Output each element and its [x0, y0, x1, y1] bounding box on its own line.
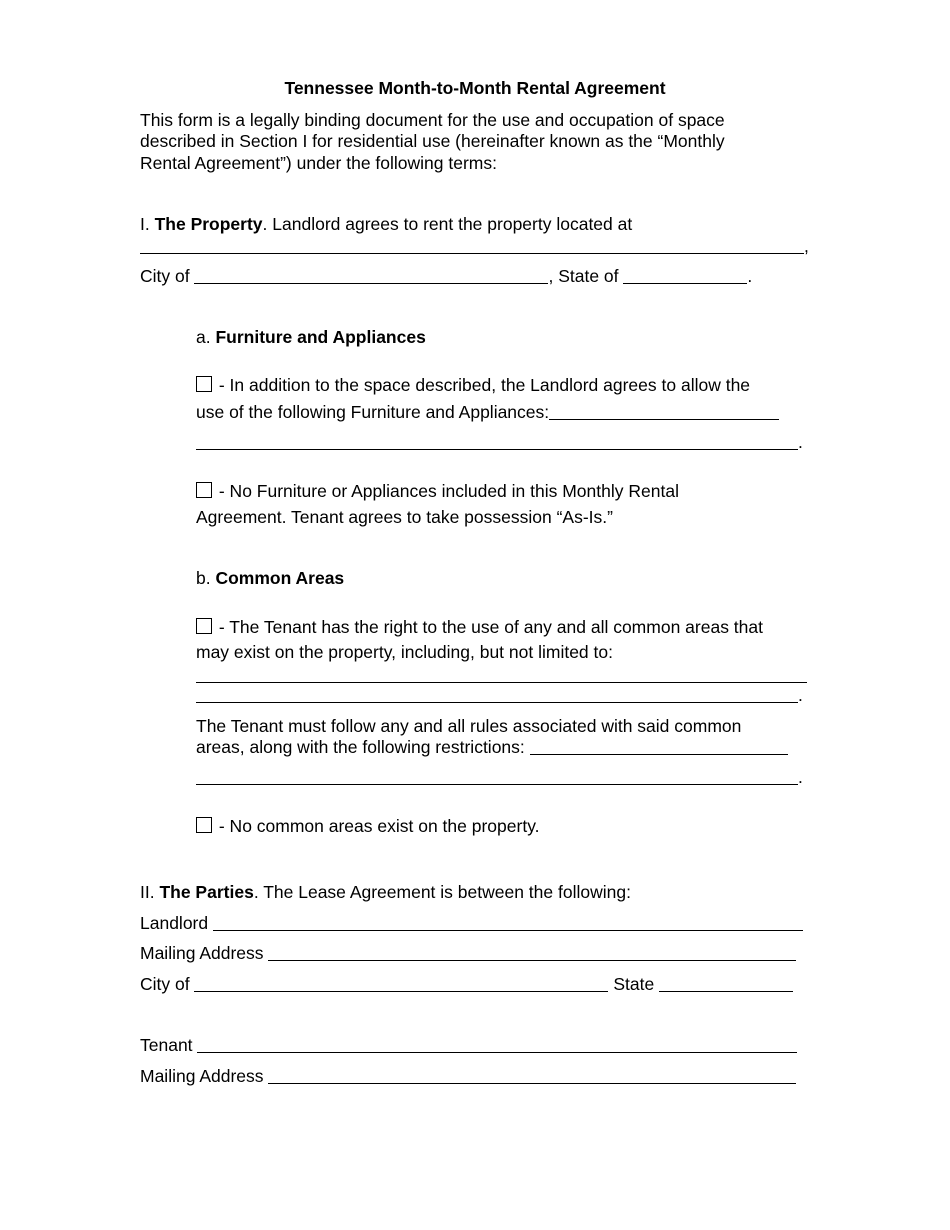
- common-rules-label: areas, along with the following restrictions:: [196, 737, 530, 757]
- intro-line-3: Rental Agreement”) under the following terms:: [140, 153, 497, 173]
- common-areas-heading: [196, 570, 344, 588]
- furniture-heading: [196, 329, 426, 347]
- landlord-label: Landlord: [140, 913, 213, 933]
- section-2-title: The Parties: [159, 882, 254, 902]
- furniture-option-2-text: - No Furniture or Appliances included in this Monthly Rental: [214, 481, 679, 501]
- restrictions-field-2[interactable]: [196, 769, 798, 785]
- tenant-name-field[interactable]: [197, 1037, 797, 1053]
- landlord-city-state-row: [140, 976, 793, 994]
- section-1-text: . Landlord agrees to rent the property located at: [262, 214, 633, 234]
- common-option-1-text: - The Tenant has the right to the use of any and all common areas that: [214, 617, 763, 637]
- furniture-list-row-2: [196, 434, 803, 452]
- property-state-period: .: [747, 266, 753, 286]
- section-2-text: . The Lease Agreement is between the following:: [253, 882, 631, 902]
- tenant-mailing-field[interactable]: [268, 1068, 796, 1084]
- property-city-field[interactable]: [194, 268, 548, 284]
- common-areas-list-period: .: [798, 685, 803, 705]
- landlord-state-label: State: [608, 974, 660, 994]
- property-address-field[interactable]: [140, 238, 804, 254]
- furniture-list-field-2[interactable]: [196, 434, 798, 450]
- landlord-row: [140, 915, 803, 933]
- property-address-comma: ,: [804, 236, 809, 256]
- furniture-option-1-line-1: [196, 376, 750, 395]
- no-furniture-checkbox[interactable]: [196, 482, 212, 498]
- section-2-heading: [140, 884, 631, 902]
- restrictions-field-1[interactable]: [530, 739, 788, 755]
- furniture-option-1-text: - In addition to the space described, the Landlord agrees to allow the: [214, 375, 751, 395]
- landlord-mailing-row: [140, 945, 796, 963]
- tenant-mailing-row: [140, 1068, 796, 1086]
- property-state-field[interactable]: [623, 268, 747, 284]
- landlord-mailing-label: Mailing Address: [140, 943, 269, 963]
- common-option-2-text: - No common areas exist on the property.: [214, 816, 540, 836]
- landlord-city-label: City of: [140, 974, 195, 994]
- common-rules-line-2: [196, 739, 788, 757]
- common-option-1-line-2: may exist on the property, including, but not limited to:: [196, 642, 613, 662]
- furniture-option-2-line-2: Agreement. Tenant agrees to take possession “As-Is.”: [196, 507, 613, 527]
- property-city-state-row: [140, 268, 752, 286]
- landlord-mailing-field[interactable]: [268, 945, 796, 961]
- furniture-prefix: a.: [196, 327, 216, 347]
- section-1-title: The Property: [154, 214, 263, 234]
- common-option-2: [196, 817, 540, 836]
- intro-line-1: This form is a legally binding document for the use and occupation of space: [140, 110, 725, 130]
- common-areas-title: Common Areas: [215, 568, 345, 588]
- tenant-mailing-label: Mailing Address: [140, 1066, 269, 1086]
- restrictions-period: .: [798, 767, 803, 787]
- landlord-state-field[interactable]: [659, 976, 793, 992]
- section-1-heading: [140, 216, 632, 234]
- landlord-name-field[interactable]: [213, 915, 803, 931]
- common-areas-list-field-2[interactable]: [196, 687, 798, 703]
- property-address-row: [140, 238, 809, 256]
- document-title: Tennessee Month-to-Month Rental Agreement: [284, 78, 666, 98]
- tenant-row: [140, 1037, 797, 1055]
- furniture-title: Furniture and Appliances: [215, 327, 426, 347]
- landlord-city-field[interactable]: [194, 976, 608, 992]
- furniture-list-field-1[interactable]: [549, 404, 779, 420]
- common-areas-included-checkbox[interactable]: [196, 618, 212, 634]
- furniture-list-label: use of the following Furniture and Appliances:: [196, 402, 550, 422]
- furniture-list-period: .: [798, 432, 803, 452]
- restrictions-row-2: [196, 769, 803, 787]
- common-areas-prefix: b.: [196, 568, 216, 588]
- common-option-1-line-1: [196, 618, 763, 637]
- common-areas-list-field-1[interactable]: [196, 667, 807, 683]
- common-areas-list-row-2: [196, 687, 803, 705]
- intro-line-2: described in Section I for residential use (hereinafter known as the “Monthly: [140, 131, 725, 151]
- no-common-areas-checkbox[interactable]: [196, 817, 212, 833]
- section-1-number: I.: [140, 214, 155, 234]
- tenant-label: Tenant: [140, 1035, 198, 1055]
- property-city-label: City of: [140, 266, 195, 286]
- property-state-label: , State of: [548, 266, 624, 286]
- furniture-option-2-line-1: [196, 482, 679, 501]
- common-areas-list-row-1: [196, 667, 807, 685]
- common-rules-line-1: The Tenant must follow any and all rules associated with said common: [196, 716, 742, 736]
- furniture-option-1-line-2: [196, 404, 779, 422]
- furniture-included-checkbox[interactable]: [196, 376, 212, 392]
- section-2-number: II.: [140, 882, 160, 902]
